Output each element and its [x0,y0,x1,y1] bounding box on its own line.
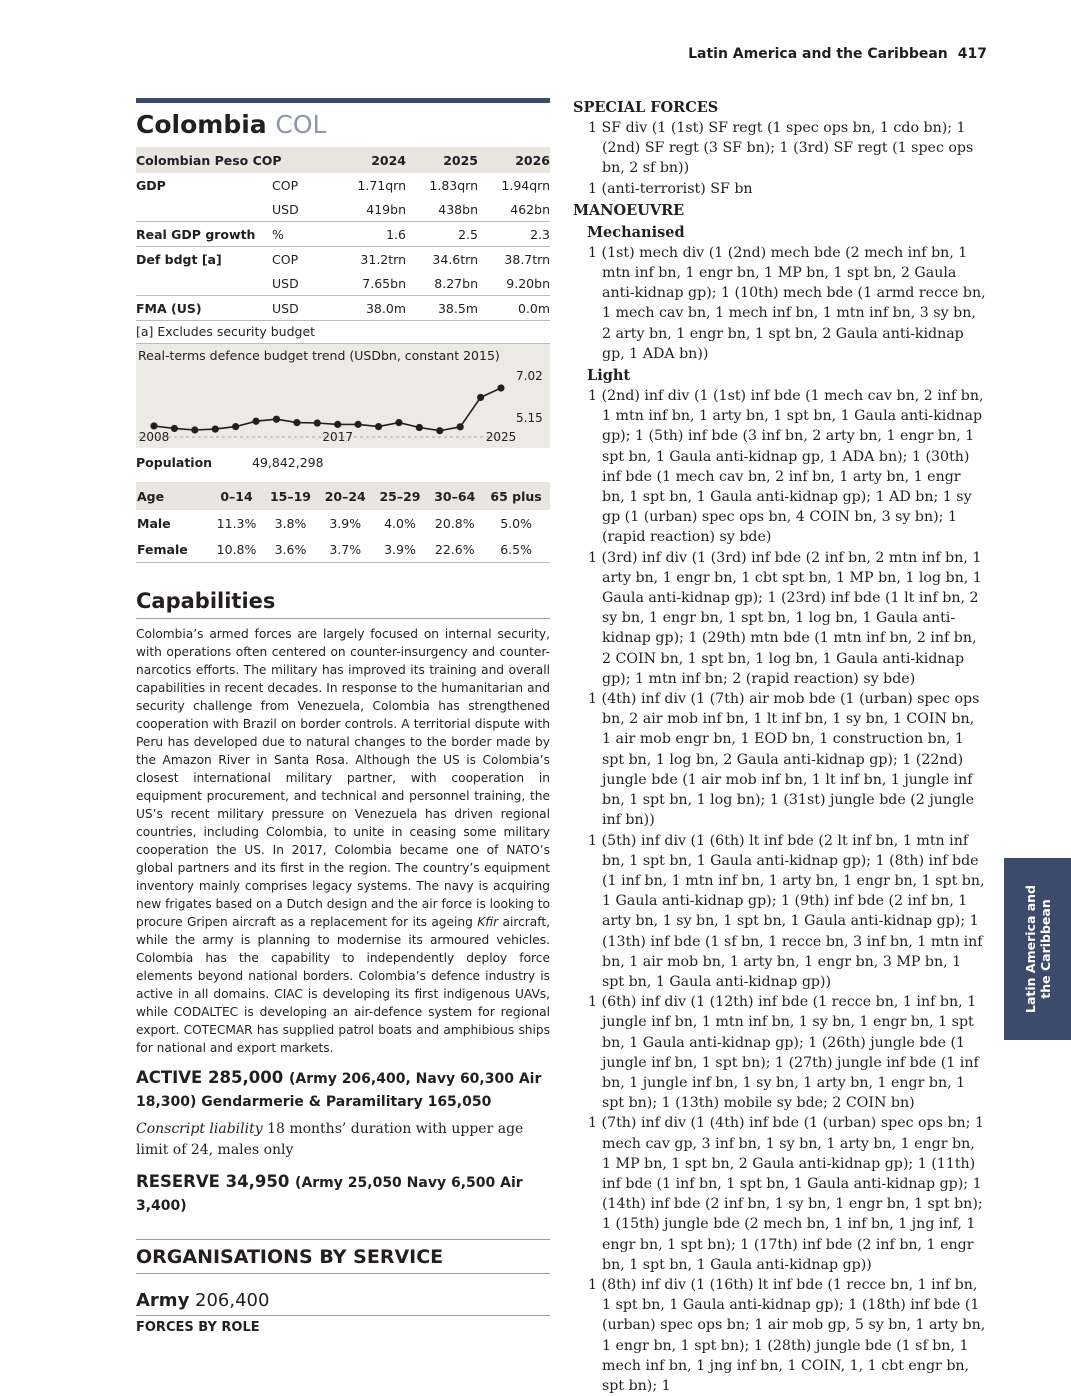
population-label: Population [136,455,213,470]
population-row [136,448,550,478]
capabilities-text-part: aircraft, while the army is planning to modernise its armoured vehicles. Colombia has the capability to independently deploy force elements beyond national borders. Colombia’s defence industry is active in all domains. CIAC is developing its first indigenous UAVs, while CODALTEC is developing an air-defence system for regional export. COTECMAR has supplied patrol boats and amphibious ships for national and export markets. [136,915,550,1055]
data-point [334,421,341,428]
row-unit: USD [272,201,299,217]
row-label [136,197,272,222]
x-tick-label: 2025 [485,430,517,444]
row-value: 2.5 [406,222,478,247]
economics-header-row [136,147,550,173]
age-value: 3.6% [263,536,318,563]
row-label: Def bdgt [a] [136,247,272,272]
year-header: 2025 [406,147,478,173]
reserve-strength [136,1171,550,1217]
economics-row [136,197,550,222]
side-tab-line: the Caribbean [1037,899,1053,999]
economics-row [136,296,550,321]
row-unit: USD [272,296,342,321]
row-value: 419bn [366,201,406,217]
row-value: 462bn [510,201,550,217]
row-value: 1.6 [342,222,406,247]
data-point [395,419,402,426]
data-point [212,426,219,433]
list-item: 1 (6th) inf div (1 (12th) inf bde (1 recce bn, 1 inf bn, 1 jungle inf bn, 1 mtn inf bn, 1 sy bn, 1 engr bn, 1 spt bn, 1 Gaula anti-kidnap gp); 1 (26th) jungle bde (1 jungle inf bn, 1 spt bn); 1 (27th) jungle inf bde (1 inf bn, 1 jungle inf bn, 1 sy bn, 1 arty bn, 1 engr bn, 1 spt bn); 1 (13th) mobile sy bde; 2 COIN bn) [588,994,979,1112]
age-value: 20.8% [434,515,475,531]
list-item: 1 (5th) inf div (1 (6th) lt inf bde (2 lt inf bn, 1 mtn inf bn, 1 spt bn, 1 Gaula anti-kidnap gp); 1 (8th) inf bde (1 inf bn, 1 mtn inf bn, 1 arty bn, 1 engr bn, 1 spt bn, 1 Gaula anti-kidnap gp); 1 (9th) inf bde (2 inf bn, 1 arty bn, 1 sy bn, 1 spt bn, 1 Gaula anti-kidnap gp); 1 (13th) inf bde (1 sf bn, 1 recce bn, 3 inf bn, 1 mtn inf bn, 1 air mob bn, 1 arty bn, 1 engr bn, 3 MP bn, 1 spt bn, 1 Gaula anti-kidnap gp)) [588,832,985,990]
page-number: 417 [957,46,987,62]
running-head [688,46,987,62]
age-value: 3.9% [329,515,362,531]
x-tick-label: 2008 [138,430,170,444]
conscript-text: 18 months’ duration with upper age limit of 24, males only [136,1121,524,1158]
side-tab-label [1023,885,1053,1013]
active-title: ACTIVE 285,000 [136,1068,284,1087]
data-point [232,423,239,430]
row-label: Real GDP growth [136,222,272,247]
age-header: 15–19 [263,482,318,510]
row-value: 31.2trn [342,247,406,272]
age-header: Age [136,482,210,510]
light-heading: Light [587,367,631,385]
chart-title: Real-terms defence budget trend (USDbn, constant 2015) [138,348,500,363]
row-value: 38.7trn [478,247,550,272]
age-value: 3.9% [373,536,428,563]
series-line [154,388,501,431]
row-unit: % [272,222,342,247]
forces-by-role-heading: FORCES BY ROLE [136,1320,260,1335]
age-value: 3.7% [318,536,373,563]
capabilities-text [136,625,550,1057]
data-point [416,424,423,431]
data-point [252,418,259,425]
age-row-label: Male [137,515,171,531]
row-value: 0.0m [478,296,550,321]
budget-trend-chart [136,343,550,448]
data-point [314,419,321,426]
age-row [136,510,550,536]
army-name: Army [136,1290,190,1311]
conscript-label: Conscript liability [136,1121,263,1137]
age-header: 65 plus [482,482,550,510]
list-item: 1 (8th) inf div (1 (16th) lt inf bde (1 recce bn, 1 inf bn, 1 spt bn, 1 Gaula anti-kidnap gp); 1 (18th) inf bde (1 (urban) spec ops bn; 1 air mob gp, 5 sy bn, 1 arty bn, 1 engr bn, 1 spt bn); 1 (28th) jungle bde (1 sf bn, 1 mech inf bn, 1 jng inf bn, 1 COIN, 1, 1 cbt engr bn, spt bn); 1 [588,1276,986,1394]
economics-row [136,271,550,296]
age-value: 5.0% [500,515,532,531]
row-unit: COP [272,247,342,272]
row-unit: COP [272,177,299,193]
y-label-min: 5.15 [516,411,543,425]
section-title: Latin America and the Caribbean [688,46,948,62]
country-code: COL [275,110,327,139]
army-strength: 206,400 [195,1290,270,1311]
list-item: 1 (anti-terrorist) SF bn [588,180,753,197]
data-point [293,419,300,426]
list-item: 1 (2nd) inf div (1 (1st) inf bde (1 mech cav bn, 2 inf bn, 1 mtn inf bn, 1 arty bn, 1 spt bn, 1 Gaula anti-kidnap gp); 1 (5th) inf bde (3 inf bn, 2 arty bn, 1 engr bn, 1 spt bn, 1 Gaula anti-kidnap gp, 1 ADA bn); 1 (30th) inf bde (1 mech cav bn, 2 inf bn, 1 arty bn, 1 engr bn, 1 spt bn, 1 Gaula anti-kidnap gp); 1 AD bn; 1 sy gp (1 (urban) spec ops bn, 4 COIN bn, 3 sy bn); 1 (rapid reaction) sy bde) [588,388,984,546]
data-point [477,394,484,401]
age-value: 6.5% [482,536,550,563]
row-value: 34.6trn [406,247,478,272]
age-value: 22.6% [427,536,482,563]
capabilities-italic: Kfir [477,915,499,929]
reserve-detail: (Army 25,050 Navy 6,500 Air 3,400) [136,1175,523,1214]
data-point [375,423,382,430]
data-point [191,426,198,433]
age-header: 20–24 [318,482,373,510]
manoeuvre-heading: MANOEUVRE [573,201,685,219]
row-unit: USD [272,275,299,291]
row-value: 1.83qrn [429,177,478,193]
country-title [136,109,550,141]
side-tab-line: Latin America and [1022,884,1038,1014]
data-point [457,423,464,430]
economics-table [136,147,550,320]
age-table [136,482,550,563]
economics-row [136,247,550,272]
row-value: 2.3 [478,222,550,247]
series-points [150,384,504,434]
row-value: 8.27bn [434,275,478,291]
section-side-tab [1004,858,1071,1040]
list-item: 1 SF div (1 (1st) SF regt (1 spec ops bn, 1 cdo bn); 1 (2nd) SF regt (3 SF bn); 1 (3rd) SF regt (1 spec ops bn, 2 sf bn)) [588,120,974,177]
row-value: 9.20bn [506,275,550,291]
top-rule [136,98,550,103]
data-point [355,421,362,428]
row-label: GDP [136,177,166,193]
data-point [273,416,280,423]
capabilities-text-part: Colombia’s armed forces are largely focused on internal security, with operations often centered on counter-insurgency and counter-narcotics efforts. The military has improved its training and overall capabilities in recent decades. In response to the humanitarian and security challenge from Venezuela, Colombia has strengthened cooperation with Brazil on border controls. A territorial dispute with Peru has developed due to natural changes to the border made by the Amazon River in Santa Rosa. Although the US is Colombia’s closest international military partner, with cooperation in equipment procurement, and technical and personnel training, the US’s recent military pressure on Venezuela has driven regional countries, including Colombia, to unite in ceasing some military cooperation the US. In 2017, Colombia became one of NATO’s global partners and its first in the region. The country’s equipment inventory mainly comprises legacy systems. The navy is acquiring new frigates based on a Dutch design and the air force is looking to procure Gripen aircraft as a replacement for its ageing [136,627,550,929]
left-column [136,98,550,1335]
army-heading [136,1290,550,1316]
right-column [573,96,987,1396]
list-item: 1 (4th) inf div (1 (7th) air mob bde (1 (urban) spec ops bn, 2 air mob inf bn, 1 lt inf bn, 1 sy bn, 1 COIN bn, 1 air mob engr bn, 1 EOD bn, 1 construction bn, 1 spt bn, 1 log bn, 2 Gaula anti-kidnap gp); 1 (22nd) jungle bde (1 air mob inf bn, 1 lt inf bn, 1 jungle inf bn, 1 spt bn, 1 log bn); 1 (31st) jungle bde (2 jungle inf bn)) [588,691,980,829]
row-value: 38.0m [342,296,406,321]
economics-row [136,173,550,197]
list-item: 1 (3rd) inf div (1 (3rd) inf bde (2 inf bn, 2 mtn inf bn, 1 arty bn, 1 engr bn, 1 cbt spt bn, 1 MP bn, 1 log bn, 1 Gaula anti-kidnap gp); 1 (23rd) inf bde (1 lt inf bn, 2 sy bn, 1 engr bn, 1 spt bn, 1 log bn, 1 Gaula anti-kidnap gp); 1 (29th) mtn bde (1 mtn inf bn, 2 inf bn, 2 COIN bn, 1 spt bn, 1 log bn, 1 Gaula anti-kidnap gp); 1 mtn inf bn; 2 (rapid reaction) sy bde) [588,549,982,687]
age-row-label: Female [136,536,210,563]
row-value: 7.65bn [362,275,406,291]
y-label-max: 7.02 [516,369,543,383]
data-point [497,384,504,391]
row-value: 1.71qrn [357,177,406,193]
row-value: 438bn [438,201,478,217]
population-value: 49,842,298 [252,455,324,470]
currency-label: Colombian Peso COP [136,147,342,173]
year-header: 2024 [342,147,406,173]
age-header: 0–14 [210,482,263,510]
active-detail: (Army 206,400, Navy 60,300 Air 18,300) Gendarmerie & Paramilitary 165,050 [136,1071,542,1110]
data-point [150,422,157,429]
age-header: 25–29 [373,482,428,510]
age-value: 11.3% [216,515,257,531]
row-label: FMA (US) [136,296,272,321]
age-header-row [136,482,550,510]
data-point [436,427,443,434]
year-header: 2026 [478,147,550,173]
economics-footnote: [a] Excludes security budget [136,320,550,343]
mechanised-heading: Mechanised [587,223,685,241]
age-header: 30–64 [427,482,482,510]
row-value: 1.94qrn [501,177,550,193]
special-forces-heading: SPECIAL FORCES [573,99,719,116]
age-row [136,536,550,563]
age-value: 4.0% [384,515,416,531]
country-name: Colombia [136,110,267,139]
orgs-heading: ORGANISATIONS BY SERVICE [136,1239,550,1274]
active-strength [136,1067,550,1113]
list-item: 1 (1st) mech div (1 (2nd) mech bde (2 mech inf bn, 1 mtn inf bn, 1 engr bn, 1 MP bn, 1 spt bn, 2 Gaula anti-kidnap gp); 1 (10th) mech bde (1 armd recce bn, 1 mech cav bn, 1 mech inf bn, 1 mtn inf bn, 3 sy bn, 2 arty bn, 1 engr bn, 1 spt bn, 2 Gaula anti-kidnap gp, 1 ADA bn)) [588,244,986,362]
row-label [136,271,272,296]
age-value: 10.8% [210,536,263,563]
economics-row [136,222,550,247]
list-item: 1 (7th) inf div (1 (4th) inf bde (1 (urban) spec ops bn; 1 mech cav gp, 3 inf bn, 1 sy bn, 1 arty bn, 1 engr bn, 1 MP bn, 1 spt bn, 2 Gaula anti-kidnap gp); 1 (11th) inf bde (1 inf bn, 1 spt bn, 1 Gaula anti-kidnap gp); 1 (14th) inf bde (2 inf bn, 1 sy bn, 1 engr bn, 1 spt bn); 1 (15th) jungle bde (2 mech bn, 1 inf bn, 1 jng inf, 1 engr bn, 1 spt bn); 1 (17th) inf bde (2 inf bn, 1 engr bn, 1 spt bn, 1 Gaula anti-kidnap gp)) [588,1115,984,1273]
reserve-title: RESERVE 34,950 [136,1172,290,1191]
x-tick-label: 2017 [322,430,353,444]
age-value: 3.8% [274,515,307,531]
data-point [171,425,178,432]
capabilities-heading: Capabilities [136,589,550,619]
conscript-liability [136,1119,550,1161]
row-value: 38.5m [406,296,478,321]
trend-chart-svg [136,344,550,448]
